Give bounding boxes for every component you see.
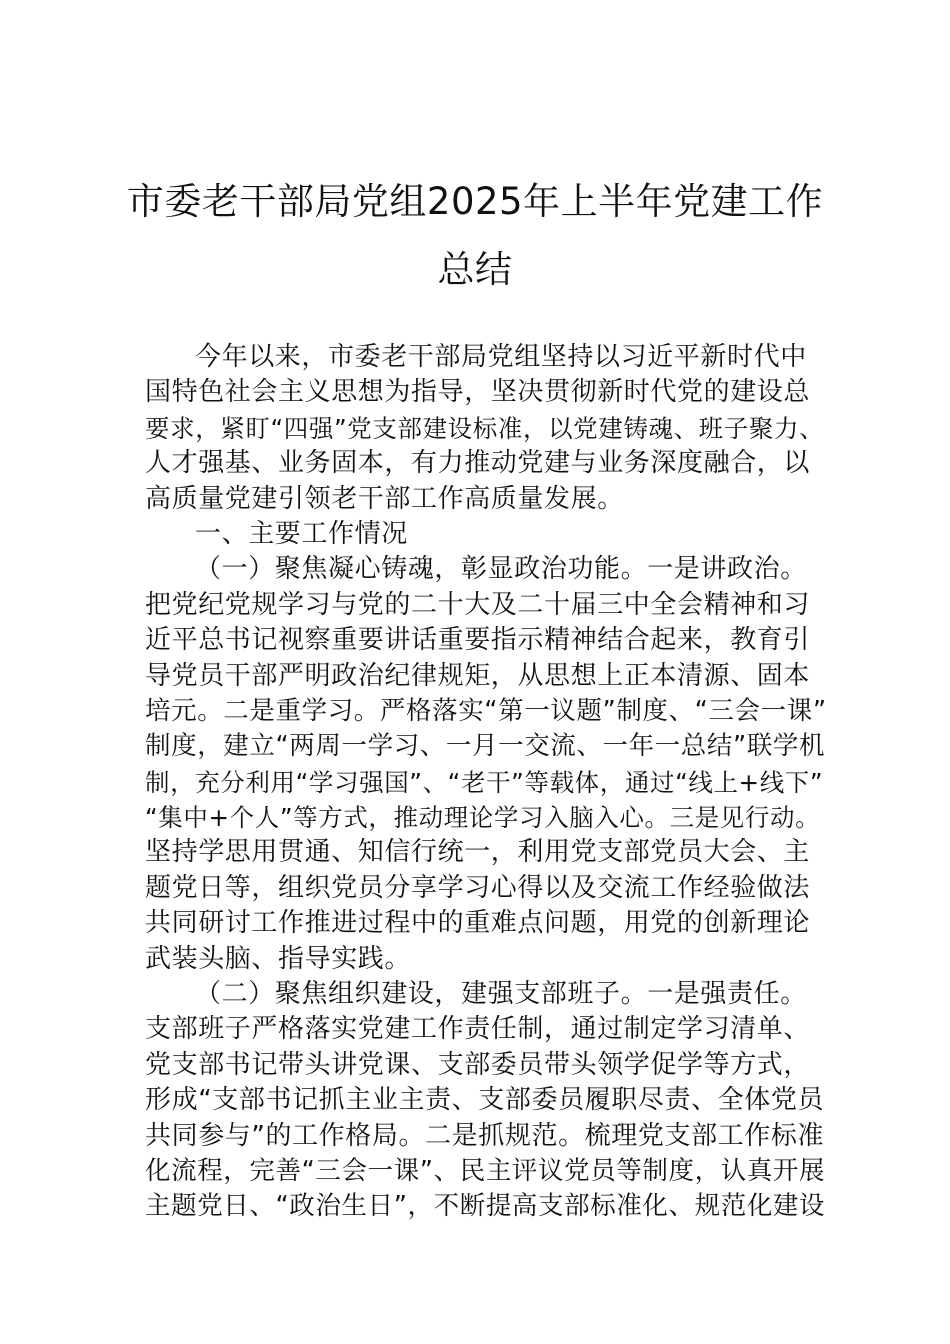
paragraph-line: 党支部书记带头讲党课、支部委员带头领学促学等方式， [145, 1049, 811, 1080]
paragraph-line: 化流程，完善“三会一课”、民主评议党员等制度，认真开展 [145, 1155, 826, 1186]
document-body [145, 340, 829, 1225]
paragraph-line: 培元。二是重学习。严格落实“第一议题”制度、“三会一课” [145, 695, 827, 726]
paragraph-line: 形成“支部书记抓主业主责、支部委员履职尽责、全体党员 [145, 1085, 825, 1116]
paragraph-line: 国特色社会主义思想为指导，坚决贯彻新时代党的建设总 [145, 377, 811, 408]
paragraph-line: 支部班子严格落实党建工作责任制，通过制定学习清单、 [145, 1014, 811, 1045]
paragraph-line: 制度，建立“两周一学习、一月一交流、一年一总结”联学机 [145, 731, 826, 762]
subsection-line: （一）聚焦凝心铸魂，彰显政治功能。一是讲政治。 [195, 554, 807, 585]
paragraph-line: “集中+个人”等方式，推动理论学习入脑入心。三是见行动。 [145, 803, 821, 833]
paragraph-line: 把党纪党规学习与党的二十大及二十届三中全会精神和习 [145, 589, 811, 620]
subsection-line: （二）聚焦组织建设，建强支部班子。一是强责任。 [195, 979, 807, 1010]
paragraph-line: 题党日等，组织党员分享学习心得以及交流工作经验做法 [145, 872, 811, 903]
paragraph-line: 共同参与”的工作格局。二是抓规范。梳理党支部工作标准 [145, 1120, 825, 1151]
paragraph-line: 近平总书记视察重要讲话重要指示精神结合起来，教育引 [145, 625, 811, 656]
paragraph-line: 今年以来，市委老干部局党组坚持以习近平新时代中 [195, 342, 807, 372]
paragraph-line: 主题党日、“政治生日”，不断提高支部标准化、规范化建设 [145, 1191, 826, 1222]
document-title-line-2: 总结 [437, 248, 513, 291]
paragraph-line: 共同研讨工作推进过程中的重难点问题，用党的创新理论 [145, 908, 811, 939]
section-heading: 一、主要工作情况 [195, 518, 408, 549]
paragraph-line: 人才强基、业务固本，有力推动党建与业务深度融合，以 [145, 448, 811, 479]
paragraph-line: 高质量党建引领老干部工作高质量发展。 [145, 483, 624, 514]
paragraph-line: 制，充分利用“学习强国”、“老干”等载体，通过“线上+线下” [145, 767, 824, 797]
paragraph-line: 武装头脑、指导实践。 [145, 943, 412, 974]
document-title-line-1: 市委老干部局党组2025年上半年党建工作 [126, 180, 824, 223]
paragraph-line: 要求，紧盯“四强”党支部建设标准，以党建铸魂、班子聚力、 [145, 413, 825, 443]
paragraph-line: 导党员干部严明政治纪律规矩，从思想上正本清源、固本 [145, 660, 811, 691]
paragraph-line: 坚持学思用贯通、知信行统一，利用党支部党员大会、主 [145, 837, 811, 868]
